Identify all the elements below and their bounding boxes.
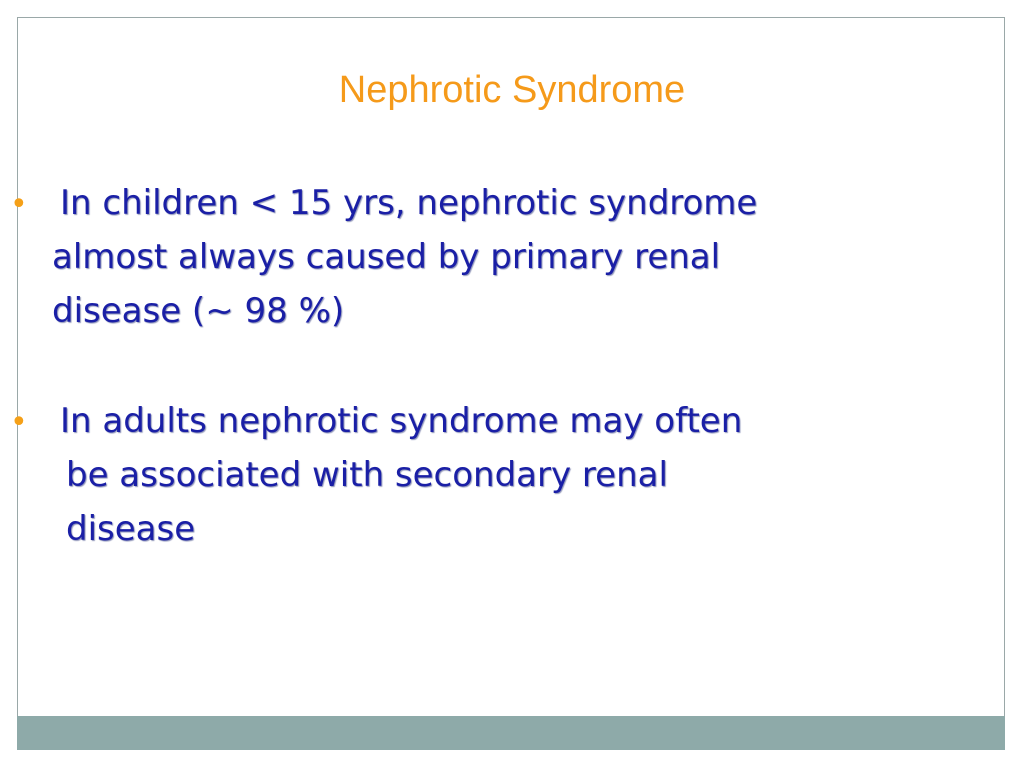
slide-frame [17,17,1005,750]
bullet-1-line-2: almost always caused by primary renal [52,237,721,277]
bullet-dot-icon: • [10,405,28,440]
bullet-dot-icon: • [10,187,28,222]
bullet-2-line-3: disease [66,509,196,549]
slide-title: Nephrotic Syndrome [338,69,686,111]
footer-band [17,716,1005,750]
bullet-2-line-2: be associated with secondary renal [66,455,668,495]
bullet-2-line-1: In adults nephrotic syndrome may often [60,401,743,441]
bullet-1-line-1: In children < 15 yrs, nephrotic syndrome [60,183,758,223]
bullet-1-line-3: disease (~ 98 %) [52,291,345,331]
